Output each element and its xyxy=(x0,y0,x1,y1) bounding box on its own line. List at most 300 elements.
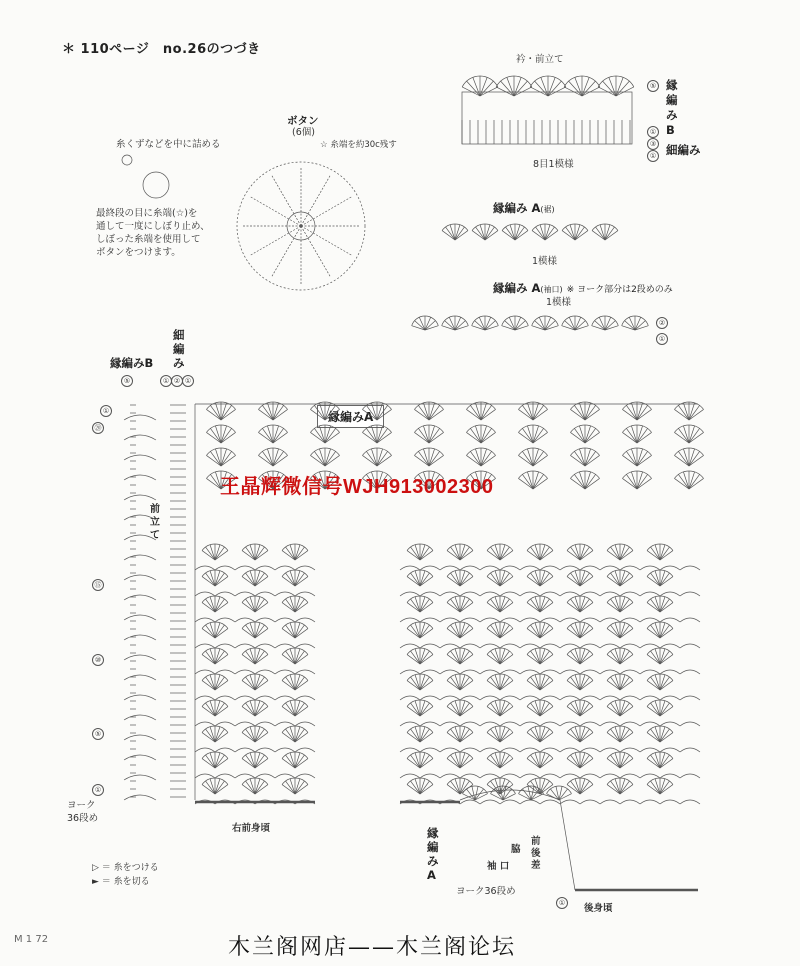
chain-arc xyxy=(480,774,500,778)
yoke-fan xyxy=(325,449,331,466)
body-fan xyxy=(455,623,460,638)
yoke-fan xyxy=(429,428,440,443)
chain-arc xyxy=(400,644,420,648)
yoke-fan xyxy=(319,449,325,466)
body-fan xyxy=(451,781,460,794)
yoke-fan xyxy=(518,478,533,489)
yoke-fan xyxy=(570,455,585,466)
body-fan xyxy=(290,753,295,768)
yoke-fan xyxy=(689,449,695,466)
yoke-fan xyxy=(527,426,533,443)
body-fan xyxy=(246,599,255,612)
chain-arc xyxy=(215,592,235,596)
yoke-fan xyxy=(683,472,689,489)
band-loop xyxy=(124,715,156,720)
body-fan xyxy=(535,675,540,690)
yoke-fan xyxy=(366,405,377,420)
body-fan xyxy=(655,675,660,690)
body-fan xyxy=(491,729,500,742)
chain-arc xyxy=(275,566,295,570)
chain-arc xyxy=(500,800,520,804)
chain-arc xyxy=(520,722,540,726)
yoke-fan xyxy=(273,403,279,420)
chain-arc xyxy=(640,566,660,570)
body-fan xyxy=(580,729,589,742)
chain-arc xyxy=(620,748,640,752)
yoke-fan xyxy=(325,428,336,443)
body-fan xyxy=(615,623,620,638)
body-fan xyxy=(407,785,420,794)
hem-edging-fan xyxy=(480,225,485,240)
body-fan xyxy=(202,603,215,612)
yoke-fan xyxy=(429,432,444,443)
body-fan xyxy=(620,727,625,742)
yoke-fan xyxy=(325,403,331,420)
yoke-fan xyxy=(429,409,444,420)
body-fan xyxy=(487,733,500,742)
body-fan xyxy=(420,625,429,638)
body-fan xyxy=(620,677,629,690)
body-fan xyxy=(500,625,509,638)
body-fan xyxy=(286,677,295,690)
body-fan xyxy=(647,681,660,690)
hem-edging-fan xyxy=(455,225,460,240)
yoke-fan xyxy=(522,474,533,489)
yoke-fan xyxy=(527,403,533,420)
chain-arc xyxy=(540,618,560,622)
main-top-row: ① xyxy=(160,375,172,387)
body-fan xyxy=(580,701,585,716)
yoke-fan xyxy=(423,426,429,443)
chain-arc xyxy=(235,748,255,752)
yoke-fan xyxy=(377,426,383,443)
body-fan xyxy=(660,629,673,638)
chain-arc xyxy=(680,566,700,570)
chain-arc xyxy=(255,696,275,700)
chain-arc xyxy=(295,644,315,648)
sleeve-yoke-label: ヨーク36段め xyxy=(456,886,516,897)
body-fan xyxy=(246,781,255,794)
yoke-fan xyxy=(637,405,648,420)
body-fan xyxy=(611,729,620,742)
row-marker: ⑮ xyxy=(92,579,104,591)
chain-arc xyxy=(440,618,460,622)
right-front-label: 右前身頃 xyxy=(232,823,271,834)
body-fan xyxy=(487,603,500,612)
collar-fan xyxy=(616,81,629,96)
chain-arc xyxy=(235,592,255,596)
yoke-label: ヨーク 36段め xyxy=(67,800,99,824)
body-fan xyxy=(202,551,215,560)
body-fan xyxy=(620,655,633,664)
body-fan xyxy=(451,625,460,638)
body-fan xyxy=(455,649,460,664)
body-fan xyxy=(411,573,420,586)
hem-edging-fan xyxy=(592,231,605,240)
yoke-fan xyxy=(273,449,279,466)
chain-arc xyxy=(540,774,560,778)
chain-arc xyxy=(540,644,560,648)
body-fan xyxy=(660,571,665,586)
body-fan xyxy=(655,779,660,794)
body-fan xyxy=(290,779,295,794)
yoke-fan xyxy=(626,405,637,420)
chain-arc xyxy=(500,592,520,596)
body-fan xyxy=(571,573,580,586)
body-fan xyxy=(215,545,220,560)
chain-arc xyxy=(660,722,680,726)
collar-fan xyxy=(467,81,480,96)
body-fan xyxy=(500,759,513,768)
chain-arc xyxy=(540,748,560,752)
chain-arc xyxy=(620,670,640,674)
yoke-fan xyxy=(319,426,325,443)
body-fan xyxy=(651,625,660,638)
chain-arc xyxy=(660,618,680,622)
body-fan xyxy=(620,547,629,560)
yoke-fan xyxy=(481,426,487,443)
chain-arc xyxy=(560,696,580,700)
body-fan xyxy=(531,729,540,742)
chain-arc xyxy=(295,748,315,752)
chain-arc xyxy=(600,670,620,674)
chain-arc xyxy=(275,748,295,752)
body-fan xyxy=(460,551,473,560)
stuffed-ball xyxy=(143,172,169,198)
yoke-fan xyxy=(481,428,492,443)
chain-arc xyxy=(400,670,420,674)
yoke-fan xyxy=(366,451,377,466)
chain-arc xyxy=(520,566,540,570)
body-fan xyxy=(215,703,224,716)
body-fan xyxy=(620,785,633,794)
yoke-fan xyxy=(267,449,273,466)
body-fan xyxy=(651,599,660,612)
body-fan xyxy=(255,623,260,638)
body-fan xyxy=(460,577,473,586)
collar-fine-label: 細編み xyxy=(666,143,701,157)
yoke-fan xyxy=(215,449,221,466)
band-loop xyxy=(124,795,156,800)
chain-arc xyxy=(420,618,440,622)
chain-arc xyxy=(540,800,560,804)
body-fan xyxy=(420,649,425,664)
yoke-fan xyxy=(221,451,232,466)
body-fan xyxy=(580,681,593,690)
body-fan xyxy=(567,551,580,560)
yoke-fan xyxy=(533,428,544,443)
yoke-fan xyxy=(429,455,444,466)
body-fan xyxy=(286,573,295,586)
body-fan xyxy=(295,785,308,794)
body-fan xyxy=(215,759,228,768)
body-fan xyxy=(286,755,295,768)
chain-arc xyxy=(420,774,440,778)
body-fan xyxy=(527,603,540,612)
band-loop xyxy=(124,435,156,440)
body-fan xyxy=(451,599,460,612)
yoke-fan xyxy=(310,455,325,466)
body-fan xyxy=(295,597,300,612)
body-fan xyxy=(215,573,224,586)
body-fan xyxy=(487,577,500,586)
body-fan xyxy=(495,701,500,716)
yoke-fan xyxy=(267,426,273,443)
yoke-fan xyxy=(475,403,481,420)
body-fan xyxy=(607,577,620,586)
chain-arc xyxy=(255,722,275,726)
body-fan xyxy=(491,651,500,664)
chain-arc xyxy=(460,774,480,778)
band-loop xyxy=(124,655,156,660)
body-fan xyxy=(660,655,673,664)
yoke-fan xyxy=(683,426,689,443)
body-fan xyxy=(615,753,620,768)
chain-arc xyxy=(420,670,440,674)
body-fan xyxy=(647,603,660,612)
body-fan xyxy=(202,785,215,794)
body-fan xyxy=(460,599,469,612)
yoke-fan xyxy=(314,428,325,443)
chain-arc xyxy=(640,774,660,778)
band-loop xyxy=(124,775,156,780)
stuffed-ball-small xyxy=(122,155,132,165)
chain-arc xyxy=(520,670,540,674)
body-fan xyxy=(540,759,553,768)
yoke-fan xyxy=(585,455,600,466)
chain-arc xyxy=(580,800,600,804)
body-fan xyxy=(575,649,580,664)
body-fan xyxy=(415,701,420,716)
body-fan xyxy=(500,729,509,742)
body-fan xyxy=(620,759,633,768)
body-fan xyxy=(531,547,540,560)
chain-arc xyxy=(560,774,580,778)
body-fan xyxy=(407,681,420,690)
yoke-fan xyxy=(674,478,689,489)
instruction-line: 通して一度にしぼり止め、 xyxy=(96,221,210,232)
yoke-fan xyxy=(475,449,481,466)
yoke-fan xyxy=(262,451,273,466)
body-fan xyxy=(451,651,460,664)
body-fan xyxy=(580,703,589,716)
row-marker: ⑤ xyxy=(92,728,104,740)
body-fan xyxy=(580,755,589,768)
body-fan xyxy=(255,729,264,742)
body-fan xyxy=(571,781,580,794)
chain-arc xyxy=(255,566,275,570)
body-fan xyxy=(415,623,420,638)
chain-arc xyxy=(500,696,520,700)
chain-arc xyxy=(640,644,660,648)
body-fan xyxy=(246,703,255,716)
chain-arc xyxy=(235,644,255,648)
body-fan xyxy=(282,707,295,716)
band-loop xyxy=(124,675,156,680)
collar-fan xyxy=(480,81,493,96)
body-fan xyxy=(295,759,308,768)
body-fan xyxy=(282,603,295,612)
body-fan xyxy=(527,733,540,742)
body-fan xyxy=(571,625,580,638)
body-fan xyxy=(242,785,255,794)
yoke-fan xyxy=(585,403,591,420)
body-fan xyxy=(660,675,665,690)
body-fan xyxy=(655,571,660,586)
yoke-fan xyxy=(325,432,340,443)
body-fan xyxy=(571,547,580,560)
chain-arc xyxy=(440,774,460,778)
band-loop xyxy=(124,735,156,740)
yoke-fan xyxy=(637,455,652,466)
chain-arc xyxy=(620,800,640,804)
yoke-fan xyxy=(637,426,643,443)
body-fan xyxy=(215,753,220,768)
sleeve-fan xyxy=(559,794,571,800)
chain-arc xyxy=(400,566,420,570)
body-fan xyxy=(447,707,460,716)
body-fan xyxy=(655,545,660,560)
page-corner: M 1 72 xyxy=(14,934,49,945)
body-fan xyxy=(580,733,593,742)
body-fan xyxy=(540,781,549,794)
body-fan xyxy=(420,733,433,742)
body-fan xyxy=(580,779,585,794)
body-fan xyxy=(420,551,433,560)
body-fan xyxy=(615,545,620,560)
footer: 木兰阁网店——木兰阁论坛 xyxy=(228,935,517,960)
yoke-fan xyxy=(325,426,331,443)
body-fan xyxy=(420,677,429,690)
body-fan xyxy=(540,703,549,716)
body-fan xyxy=(660,753,665,768)
yoke-fan xyxy=(314,451,325,466)
body-fan xyxy=(295,681,308,690)
body-fan xyxy=(215,547,224,560)
body-fan xyxy=(647,655,660,664)
yoke-fan xyxy=(626,428,637,443)
body-fan xyxy=(527,707,540,716)
body-fan xyxy=(206,755,215,768)
chain-arc xyxy=(580,748,600,752)
body-fan xyxy=(286,547,295,560)
body-fan xyxy=(540,651,549,664)
chain-arc xyxy=(255,774,275,778)
yoke-fan xyxy=(377,455,392,466)
yoke-fan xyxy=(637,449,643,466)
chain-arc xyxy=(660,670,680,674)
body-fan xyxy=(580,625,589,638)
body-fan xyxy=(620,707,633,716)
body-fan xyxy=(455,545,460,560)
body-fan xyxy=(460,733,473,742)
body-fan xyxy=(242,655,255,664)
yoke-fan xyxy=(533,449,539,466)
button-count: (6個) xyxy=(292,127,315,138)
yoke-fan xyxy=(221,428,232,443)
chain-arc xyxy=(600,800,620,804)
body-fan xyxy=(460,701,465,716)
yoke-fan xyxy=(689,405,700,420)
body-fan xyxy=(420,707,433,716)
body-fan xyxy=(500,753,505,768)
body-fan xyxy=(202,733,215,742)
body-fan xyxy=(660,625,669,638)
body-fan xyxy=(580,753,585,768)
chain-arc xyxy=(295,774,315,778)
chain-arc xyxy=(620,774,640,778)
body-fan xyxy=(295,629,308,638)
yoke-fan xyxy=(258,409,273,420)
sleeve-fan xyxy=(491,794,503,800)
yoke-fan xyxy=(481,455,496,466)
body-fan xyxy=(487,629,500,638)
body-fan xyxy=(607,733,620,742)
hem-edging-fan xyxy=(502,231,515,240)
body-fan xyxy=(660,755,669,768)
button-spoke xyxy=(251,197,301,226)
chain-arc xyxy=(440,644,460,648)
body-fan xyxy=(295,655,308,664)
yoke-fan xyxy=(637,409,652,420)
body-fan xyxy=(527,681,540,690)
body-fan xyxy=(255,551,268,560)
body-fan xyxy=(647,577,660,586)
body-fan xyxy=(255,781,264,794)
body-fan xyxy=(611,677,620,690)
body-fan xyxy=(215,701,220,716)
body-fan xyxy=(655,623,660,638)
main-top-row: ① xyxy=(182,375,194,387)
instruction-line: ボタンをつけます。 xyxy=(96,247,181,258)
hem-edging-fan xyxy=(605,231,618,240)
chain-arc xyxy=(540,722,560,726)
body-fan xyxy=(295,577,308,586)
body-fan xyxy=(295,707,308,716)
body-fan xyxy=(282,629,295,638)
body-fan xyxy=(580,577,593,586)
body-fan xyxy=(655,701,660,716)
chain-arc xyxy=(480,670,500,674)
body-fan xyxy=(660,727,665,742)
body-fan xyxy=(455,597,460,612)
hem-edging-fan xyxy=(540,225,545,240)
body-fan xyxy=(540,701,545,716)
body-fan xyxy=(290,701,295,716)
body-fan xyxy=(242,629,255,638)
body-fan xyxy=(255,755,264,768)
body-fan xyxy=(210,649,215,664)
body-fan xyxy=(660,701,665,716)
body-fan xyxy=(255,703,264,716)
hem-edging-fan xyxy=(442,231,455,240)
hem-edging-fan xyxy=(485,231,498,240)
row-marker: ① xyxy=(100,405,112,417)
body-fan xyxy=(451,755,460,768)
body-fan xyxy=(255,733,268,742)
collar-fan xyxy=(569,81,582,96)
chain-arc xyxy=(480,644,500,648)
hem-edging-fan xyxy=(545,231,558,240)
body-fan xyxy=(447,681,460,690)
body-fan xyxy=(447,733,460,742)
yoke-fan xyxy=(206,432,221,443)
yoke-fan xyxy=(210,428,221,443)
chain-arc xyxy=(660,592,680,596)
chain-arc xyxy=(680,696,700,700)
body-fan xyxy=(615,649,620,664)
body-fan xyxy=(215,577,228,586)
